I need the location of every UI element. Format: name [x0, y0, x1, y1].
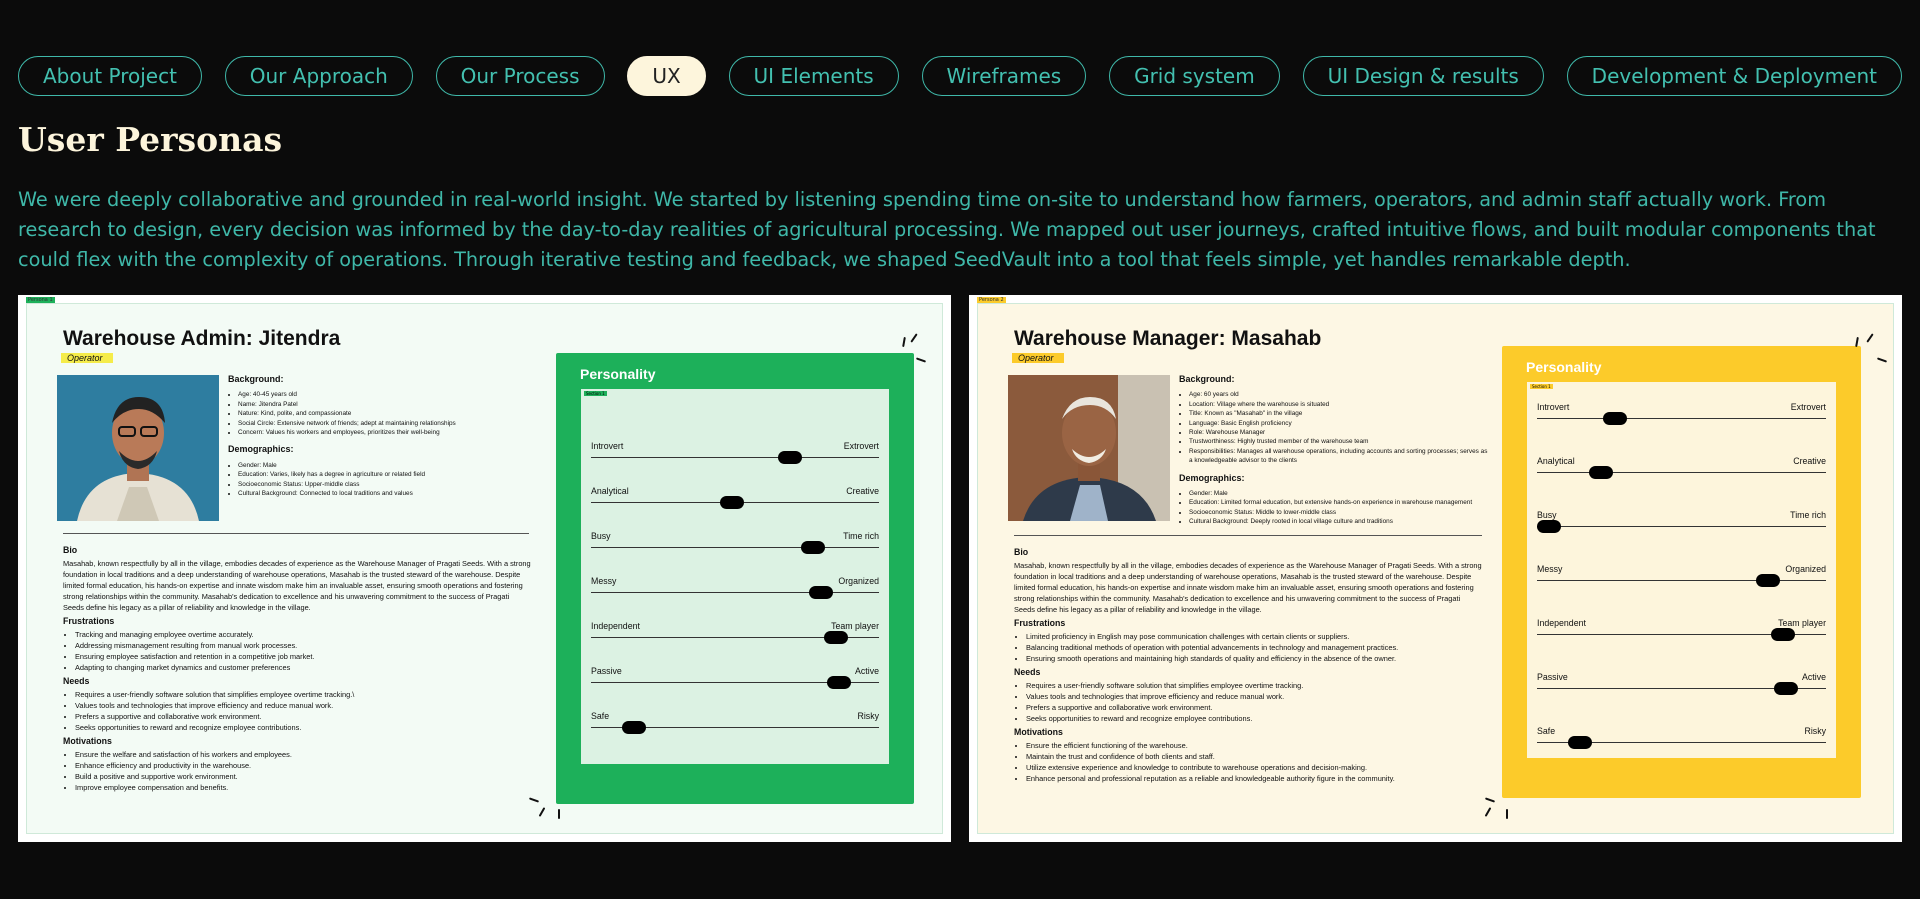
persona-title: Warehouse Manager: Masahab [1014, 327, 1322, 350]
list-item: • Title: Known as "Masahab" in the village [1189, 409, 1489, 418]
persona-card [18, 295, 951, 842]
list-item: • Cultural Background: Connected to local traditions and values [238, 489, 538, 498]
personality-slider [1537, 618, 1826, 648]
personality-slider [1537, 510, 1826, 540]
list-item: • Ensure the welfare and satisfaction of his workers and employees. [75, 749, 531, 760]
persona-title: Warehouse Admin: Jitendra [63, 327, 341, 350]
personality-title: Personality [580, 366, 656, 382]
persona-info [1179, 375, 1489, 535]
slider-track [591, 547, 879, 548]
list-item: • Requires a user-friendly software solution that simplifies employee overtime tracking. [1026, 680, 1482, 691]
background-heading: Background: [1179, 374, 1235, 384]
slider-track [1537, 418, 1826, 419]
list-item: • Enhance efficiency and productivity in the warehouse. [75, 760, 531, 771]
list-item: • Location: Village where the warehouse is situated [1189, 400, 1489, 409]
personality-slider [1537, 564, 1826, 594]
slider-knob [778, 451, 802, 464]
slider-right-label: Creative [846, 486, 879, 496]
list-item: • Values tools and technologies that improve efficiency and reduce manual work. [1026, 691, 1482, 702]
needs-list [63, 689, 531, 733]
persona-body [63, 542, 531, 795]
slider-knob [801, 541, 825, 554]
slider-knob [1774, 682, 1798, 695]
nav-tab-ui-design-results[interactable]: UI Design & results [1303, 56, 1544, 96]
slider-right-label: Extrovert [1790, 402, 1826, 412]
personality-slider [591, 531, 879, 561]
slider-left-label: Independent [591, 621, 640, 631]
persona-card [969, 295, 1902, 842]
slider-left-label: Busy [591, 531, 611, 541]
slider-knob [1771, 628, 1795, 641]
slider-track [591, 457, 879, 458]
slider-knob [1537, 520, 1561, 533]
nav-tab-our-process[interactable]: Our Process [436, 56, 605, 96]
nav-tab-wireframes[interactable]: Wireframes [922, 56, 1087, 96]
personality-slider [591, 576, 879, 606]
slider-left-label: Analytical [1537, 456, 1575, 466]
slider-right-label: Risky [1804, 726, 1826, 736]
list-item: • Values tools and technologies that improve efficiency and reduce manual work. [75, 700, 531, 711]
slider-right-label: Organized [838, 576, 879, 586]
persona-photo [57, 375, 219, 521]
persona-tag: Persona 2 [979, 297, 1004, 303]
personality-sliders [1527, 382, 1836, 758]
list-item: • Gender: Male [1189, 489, 1489, 498]
page-title: User Personas [18, 120, 283, 159]
frustrations-list [1014, 631, 1482, 664]
list-item: • Education: Varies, likely has a degree in agriculture or related field [238, 470, 538, 479]
list-item: • Concern: Values his workers and employees, prioritizes their well-being [238, 428, 538, 437]
needs-heading: Needs [1014, 667, 1041, 677]
section-divider [1014, 535, 1482, 536]
personality-panel [556, 353, 914, 804]
motivations-list [63, 749, 531, 793]
list-item: • Addressing mismanagement resulting from manual work processes. [75, 640, 531, 651]
personality-slider [1537, 402, 1826, 432]
needs-heading: Needs [63, 676, 90, 686]
persona-body [1014, 544, 1482, 786]
list-item: • Age: 60 years old [1189, 390, 1489, 399]
slider-track [1537, 580, 1826, 581]
nav-tab-grid-system[interactable]: Grid system [1109, 56, 1280, 96]
persona-info [228, 375, 538, 506]
personality-slider [591, 486, 879, 516]
doodle-mark [1506, 809, 1508, 819]
list-item: • Utilize extensive experience and knowledge to contribute to warehouse operations and decision-making. [1026, 762, 1482, 773]
slider-left-label: Introvert [591, 441, 624, 451]
list-item: • Requires a user-friendly software solution that simplifies employee overtime tracking.\ [75, 689, 531, 700]
slider-left-label: Passive [1537, 672, 1568, 682]
demographics-heading: Demographics: [228, 444, 294, 455]
list-item: • Socioeconomic Status: Middle to lower-middle class [1189, 508, 1489, 517]
slider-knob [1568, 736, 1592, 749]
slider-track [591, 592, 879, 593]
bio-heading: Bio [1014, 547, 1029, 557]
slider-right-label: Risky [857, 711, 879, 721]
slider-left-label: Analytical [591, 486, 629, 496]
list-item: • Gender: Male [238, 461, 538, 470]
list-item: • Nature: Kind, polite, and compassionate [238, 409, 538, 418]
personality-slider [591, 711, 879, 741]
slider-knob [720, 496, 744, 509]
slider-left-label: Messy [1537, 564, 1563, 574]
section-nav [18, 56, 1902, 96]
slider-left-label: Busy [1537, 510, 1557, 520]
demographics-list [228, 461, 538, 499]
bio-text: Masahab, known respectfully by all in the village, embodies decades of experience as the Warehouse Manager of Pragati Seeds. With a strong foundation in local traditions and a deep understanding of warehouse operations, Masahab is the trusted steward of the warehouse. Despite limited formal education, his hands-on expertise and innate wisdom make him an invaluable asset, ensuring smooth operations and fostering strong relationships within the community. Masahab's dedication to excellence and his unwavering commitment to the success of Pragati Seeds define his legacy as a pillar of reliability and knowledge in the village. [1014, 561, 1482, 614]
personality-slider [591, 666, 879, 696]
motivations-list [1014, 740, 1482, 784]
list-item: • Role: Warehouse Manager [1189, 428, 1489, 437]
section-tag: Section 1 [1532, 384, 1551, 389]
slider-right-label: Team player [1778, 618, 1826, 628]
slider-left-label: Messy [591, 576, 617, 586]
nav-tab-about-project[interactable]: About Project [18, 56, 202, 96]
slider-track [1537, 472, 1826, 473]
list-item: • Ensure the efficient functioning of the warehouse. [1026, 740, 1482, 751]
motivations-heading: Motivations [1014, 727, 1063, 737]
slider-knob [622, 721, 646, 734]
slider-knob [1589, 466, 1613, 479]
nav-tab-ux[interactable]: UX [627, 56, 705, 96]
list-item: • Tracking and managing employee overtime accurately. [75, 629, 531, 640]
slider-left-label: Passive [591, 666, 622, 676]
frustrations-list [63, 629, 531, 673]
list-item: • Language: Basic English proficiency [1189, 419, 1489, 428]
nav-tab-ui-elements[interactable]: UI Elements [729, 56, 899, 96]
slider-right-label: Creative [1793, 456, 1826, 466]
needs-list [1014, 680, 1482, 724]
list-item: • Improve employee compensation and benefits. [75, 782, 531, 793]
frustrations-heading: Frustrations [1014, 618, 1066, 628]
personality-slider [1537, 726, 1826, 756]
bio-text: Masahab, known respectfully by all in the village, embodies decades of experience as the Warehouse Manager of Pragati Seeds. With a strong foundation in local traditions and a deep understanding of warehouse operations, Masahab is the trusted steward of the warehouse. Despite limited formal education, his hands-on expertise and innate wisdom make him an invaluable asset, ensuring smooth operations and fostering strong relationships within the community. Masahab's dedication to excellence and his unwavering commitment to the success of Pragati Seeds define his legacy as a pillar of reliability and knowledge in the village. [63, 559, 531, 612]
motivations-heading: Motivations [63, 736, 112, 746]
slider-knob [1603, 412, 1627, 425]
slider-knob [809, 586, 833, 599]
list-item: • Prefers a supportive and collaborative work environment. [75, 711, 531, 722]
personality-title: Personality [1526, 359, 1602, 375]
list-item: • Name: Jitendra Patel [238, 400, 538, 409]
bio-heading: Bio [63, 545, 78, 555]
slider-knob [824, 631, 848, 644]
slider-left-label: Safe [591, 711, 610, 721]
list-item: • Education: Limited formal education, but extensive hands-on experience in warehouse management [1189, 498, 1489, 507]
list-item: • Build a positive and supportive work environment. [75, 771, 531, 782]
persona-tag: Persona 1 [28, 297, 53, 303]
intro-paragraph: We were deeply collaborative and grounded in real-world insight. We started by listening spending time on-site to understand how farmers, operators, and admin staff actually work. From research to design, every decision was informed by the day-to-day realities of agricultural processing. We mapped out user journeys, crafted intuitive flows, and built modular components that could flex with the complexity of operations. Through iterative testing and feedback, we shaped SeedVault into a tool that feels simple, yet handles remarkable depth. [18, 188, 1876, 271]
slider-track [1537, 526, 1826, 527]
persona-role-badge: Operator [1012, 353, 1064, 363]
list-item: • Socioeconomic Status: Upper-middle class [238, 480, 538, 489]
slider-right-label: Extrovert [843, 441, 879, 451]
slider-right-label: Active [855, 666, 879, 676]
background-list [1179, 390, 1489, 465]
list-item: • Prefers a supportive and collaborative work environment. [1026, 702, 1482, 713]
list-item: • Enhance personal and professional reputation as a reliable and knowledgeable authority figure in the community. [1026, 773, 1482, 784]
slider-right-label: Organized [1785, 564, 1826, 574]
background-heading: Background: [228, 374, 284, 384]
slider-right-label: Team player [831, 621, 879, 631]
list-item: • Ensuring smooth operations and maintaining high standards of quality and efficiency in the absence of the owner. [1026, 653, 1482, 664]
slider-left-label: Independent [1537, 618, 1586, 628]
section-divider [63, 533, 529, 534]
nav-tab-development-deployment[interactable]: Development & Deployment [1567, 56, 1902, 96]
nav-tab-our-approach[interactable]: Our Approach [225, 56, 413, 96]
personality-slider [591, 621, 879, 651]
section-tag: Section 1 [586, 391, 605, 396]
slider-left-label: Introvert [1537, 402, 1570, 412]
demographics-heading: Demographics: [1179, 472, 1245, 483]
personality-slider [1537, 672, 1826, 702]
demographics-list [1179, 489, 1489, 527]
list-item: • Age: 40-45 years old [238, 390, 538, 399]
frustrations-heading: Frustrations [63, 616, 115, 626]
slider-left-label: Safe [1537, 726, 1556, 736]
background-list [228, 390, 538, 437]
list-item: • Social Circle: Extensive network of friends; adept at maintaining relationships [238, 419, 538, 428]
slider-knob [827, 676, 851, 689]
list-item: • Seeks opportunities to reward and recognize employee contributions. [1026, 713, 1482, 724]
list-item: • Cultural Background: Deeply rooted in local village culture and traditions [1189, 517, 1489, 526]
personality-slider [1537, 456, 1826, 486]
personality-slider [591, 441, 879, 471]
slider-right-label: Time rich [843, 531, 879, 541]
persona-role-badge: Operator [61, 353, 113, 363]
slider-knob [1756, 574, 1780, 587]
list-item: • Responsibilities: Manages all warehouse operations, including accounts and sorting processes; serves as a knowledgeable advisor to the clients [1189, 447, 1489, 466]
personality-sliders [581, 389, 889, 764]
list-item: • Balancing traditional methods of operation with potential advancements in technology and management practices. [1026, 642, 1482, 653]
slider-right-label: Time rich [1790, 510, 1826, 520]
list-item: • Ensuring employee satisfaction and retention in a competitive job market. [75, 651, 531, 662]
list-item: • Adapting to changing market dynamics and customer preferences [75, 662, 531, 673]
list-item: • Maintain the trust and confidence of both clients and staff. [1026, 751, 1482, 762]
slider-right-label: Active [1802, 672, 1826, 682]
list-item: • Trustworthiness: Highly trusted member of the warehouse team [1189, 437, 1489, 446]
list-item: • Seeks opportunities to reward and recognize employee contributions. [75, 722, 531, 733]
doodle-mark [558, 809, 560, 819]
list-item: • Limited proficiency in English may pose communication challenges with certain clients or suppliers. [1026, 631, 1482, 642]
persona-photo [1008, 375, 1170, 521]
personality-panel [1502, 346, 1861, 798]
